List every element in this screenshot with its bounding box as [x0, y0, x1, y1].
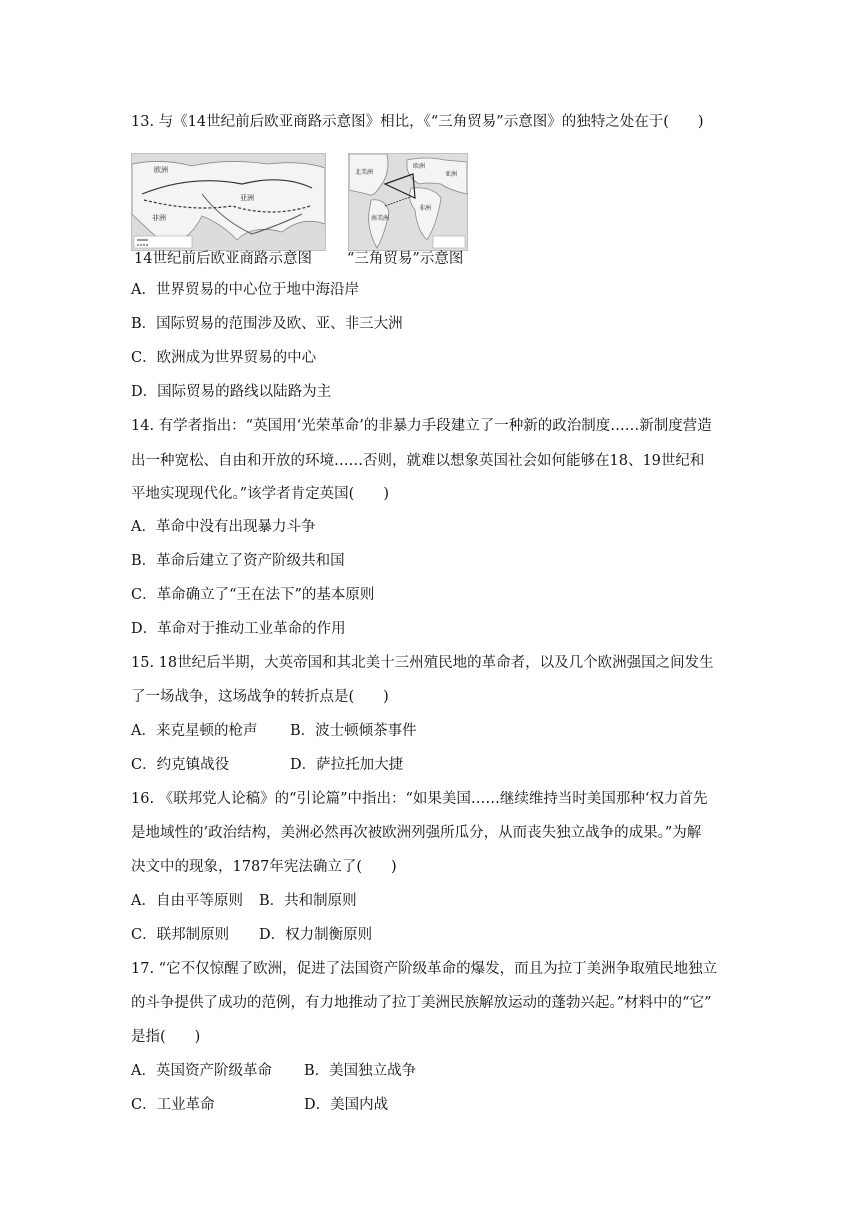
question-13-option-d: D．国际贸易的路线以陆路为主	[131, 384, 332, 400]
question-14-line-1: 14. 有学者指出：“英国用‘光荣革命’的非暴力手段建立了一种新的政治制度……新制度营造	[131, 418, 712, 434]
question-14-option-d: D．革命对于推动工业革命的作用	[131, 621, 346, 637]
question-16-line-2: 是地域性的’政治结构，美洲必然再次被欧洲列强所瓜分，从而丧失独立战争的成果。”为解	[131, 825, 702, 841]
map2-label-asia: 亚洲	[445, 171, 458, 178]
question-17-line-3: 是指( )	[131, 1029, 201, 1045]
question-13-stem: 13. 与《14世纪前后欧亚商路示意图》相比，《“三角贸易”示意图》的独特之处在于( )	[131, 114, 704, 130]
question-17-option-a: A．英国资产阶级革命	[131, 1063, 272, 1079]
question-13-option-b: B．国际贸易的范围涉及欧、亚、非三大洲	[131, 316, 403, 332]
question-15-option-b: B．波士顿倾茶事件	[290, 723, 417, 739]
question-17-line-2: 的斗争提供了成功的范例，有力地推动了拉丁美洲民族解放运动的蓬勃兴起。”材料中的“它”	[131, 995, 712, 1011]
question-16-line-1: 16. 《联邦党人论稿》的“引论篇”中指出：“如果美国……继续维持当时美国那种‘权力首先	[131, 791, 708, 807]
question-13-option-a: A．世界贸易的中心位于地中海沿岸	[131, 282, 359, 298]
question-16-option-b: B．共和制原则	[259, 893, 357, 909]
question-14-option-c: C．革命确立了“王在法下”的基本原则	[131, 587, 375, 603]
map2-label-south-america: 南美洲	[371, 215, 390, 222]
question-16-option-a: A．自由平等原则	[131, 893, 243, 909]
question-17-option-b: B．美国独立战争	[304, 1063, 417, 1079]
question-15-option-c: C．约克镇战役	[131, 757, 230, 773]
question-16-option-c: C．联邦制原则	[131, 927, 230, 943]
eurasia-trade-route-map	[131, 153, 326, 251]
question-15-line-2: 了一场战争，这场战争的转折点是( )	[131, 689, 389, 705]
map2-label-north-america: 北美洲	[355, 169, 374, 176]
map2-label-africa: 非洲	[419, 205, 432, 212]
question-15-line-1: 15. 18世纪后半期，大英帝国和其北美十三州殖民地的革命者，以及几个欧洲强国之间发生	[131, 655, 714, 671]
map1-label-asia: 亚洲	[240, 194, 254, 202]
eurasia-map-graphic	[132, 154, 325, 250]
question-17-option-d: D．美国内战	[304, 1097, 389, 1113]
question-14-line-2: 出一种宽松、自由和开放的环境……否则，就难以想象英国社会如何能够在18、19世纪和	[131, 453, 705, 469]
question-16-option-d: D．权力制衡原则	[259, 927, 373, 943]
question-15-option-a: A．来克星顿的枪声	[131, 723, 258, 739]
map1-caption: 14世纪前后欧亚商路示意图	[134, 251, 312, 267]
map2-label-europe: 欧洲	[413, 163, 426, 170]
map1-label-europe: 欧洲	[154, 166, 168, 174]
triangular-trade-map-graphic	[349, 154, 467, 250]
question-14-line-3: 平地实现现代化。”该学者肯定英国( )	[131, 486, 389, 502]
question-16-line-3: 决文中的现象，1787年宪法确立了( )	[131, 859, 397, 875]
question-14-option-b: B．革命后建立了资产阶级共和国	[131, 553, 345, 569]
question-14-option-a: A．革命中没有出现暴力斗争	[131, 519, 316, 535]
map1-label-africa: 非洲	[152, 214, 166, 222]
question-17-line-1: 17. “它不仅惊醒了欧洲，促进了法国资产阶级革命的爆发，而且为拉丁美洲争取殖民地独立	[131, 961, 718, 977]
question-15-option-d: D．萨拉托加大捷	[290, 757, 404, 773]
question-13-option-c: C．欧洲成为世界贸易的中心	[131, 350, 317, 366]
question-17-option-c: C．工业革命	[131, 1097, 215, 1113]
map2-caption: “三角贸易”示意图	[347, 251, 464, 267]
triangular-trade-map	[348, 153, 468, 251]
